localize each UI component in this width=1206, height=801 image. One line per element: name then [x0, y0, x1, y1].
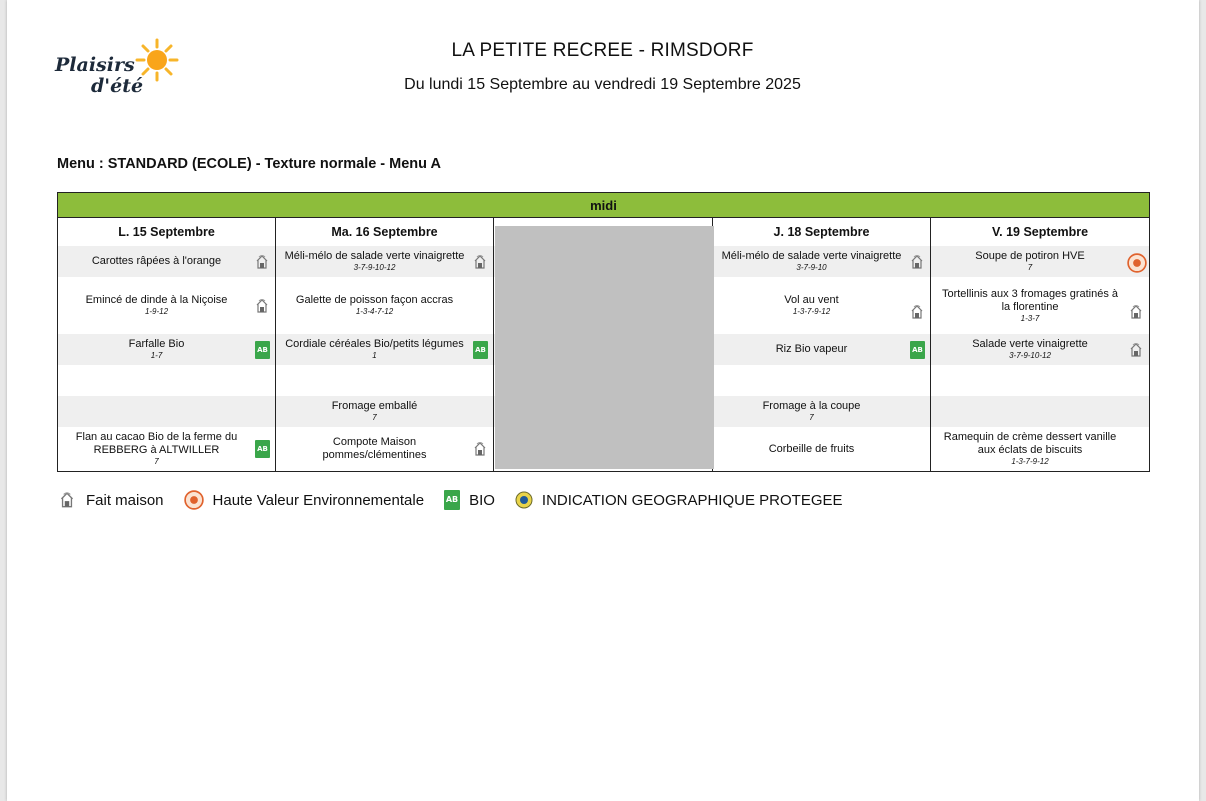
- bio-icon: [444, 490, 460, 510]
- meal-section-header: midi: [58, 193, 1150, 218]
- dish-allergens: 1-3-7-9-12: [792, 307, 831, 316]
- logo-line-2: d'été: [91, 75, 144, 97]
- fait-maison-icon: [908, 303, 926, 321]
- bio-icon: [253, 341, 271, 359]
- dish-cell: [276, 246, 494, 277]
- dish-allergens: 1-7: [150, 351, 163, 360]
- dish-name: Flan au cacao Bio de la ferme du REBBERG à ALTWILLER: [75, 431, 238, 456]
- dish-name: Compote Maison pommes/clémentines: [322, 436, 427, 461]
- dish-cell: [276, 427, 494, 472]
- dish-cell: [931, 246, 1150, 277]
- sun-icon: [135, 38, 179, 82]
- dish-cell: [713, 365, 931, 396]
- fait-maison-icon: [1127, 303, 1145, 321]
- bio-icon: [253, 440, 271, 458]
- dish-allergens: 7: [154, 457, 159, 466]
- dish-cell: [931, 427, 1150, 472]
- dish-name: Méli-mélo de salade verte vinaigrette: [721, 250, 902, 262]
- dish-name: Fromage à la coupe: [762, 400, 861, 412]
- dish-cell: [931, 277, 1150, 334]
- legend-hve-label: Haute Valeur Environnementale: [212, 491, 425, 509]
- dish-cell: [931, 334, 1150, 365]
- dish-cell: [58, 277, 276, 334]
- legend-hve: [184, 490, 425, 510]
- dish-cell: [713, 396, 931, 427]
- dish-cell: [931, 396, 1150, 427]
- dish-allergens: 1-3-7-9-12: [1011, 457, 1049, 466]
- dish-allergens: 1-3-7: [1020, 313, 1040, 323]
- day-header: Ma. 16 Septembre: [276, 218, 494, 247]
- logo-line-1: Plaisirs: [55, 54, 135, 76]
- dish-allergens: 7: [809, 413, 814, 422]
- fait-maison-icon: [253, 297, 271, 315]
- dish-cell: [276, 277, 494, 334]
- dish-allergens: 3-7-9-10-12: [1009, 351, 1051, 360]
- dish-cell: [276, 396, 494, 427]
- dish-cell: [931, 365, 1150, 396]
- dish-name: Galette de poisson façon accras: [295, 294, 454, 306]
- restaurant-title: LA PETITE RECREE - RIMSDORF: [451, 40, 754, 61]
- dish-cell: [58, 246, 276, 277]
- dish-cell: [713, 277, 931, 334]
- dish-cell: [58, 396, 276, 427]
- dish-cell: [58, 365, 276, 396]
- svg-text:AB: AB: [256, 345, 268, 354]
- legend-fait-maison: [57, 490, 164, 510]
- svg-text:AB: AB: [474, 345, 486, 354]
- week-range: Du lundi 15 Septembre au vendredi 19 Septembre 2025: [404, 76, 801, 93]
- dish-allergens: 3-7-9-10: [796, 263, 827, 272]
- hve-icon: [184, 490, 204, 510]
- dish-cell: [58, 334, 276, 365]
- igp-icon: [515, 491, 533, 509]
- legend: [57, 490, 863, 510]
- dish-name: Corbeille de fruits: [768, 442, 855, 455]
- dish-cell: [713, 427, 931, 472]
- dish-allergens: 1-9-12: [144, 307, 169, 316]
- dish-allergens: 1-3-4-7-12: [355, 307, 394, 316]
- dish-name: Tortellinis aux 3 fromages gratinés à la florentine: [941, 287, 1119, 313]
- legend-fait-maison-label: Fait maison: [86, 491, 164, 509]
- bio-icon: [471, 341, 489, 359]
- dish-cell: [276, 365, 494, 396]
- dish-name: Emincé de dinde à la Niçoise: [85, 294, 228, 306]
- dish-name: Salade verte vinaigrette: [972, 338, 1088, 350]
- svg-text:AB: AB: [911, 345, 923, 354]
- dish-name: Riz Bio vapeur: [775, 343, 848, 355]
- dish-allergens: 1: [372, 351, 377, 360]
- fait-maison-icon: [908, 253, 926, 271]
- day-header: V. 19 Septembre: [931, 218, 1150, 247]
- dish-name: Méli-mélo de salade verte vinaigrette: [284, 250, 465, 262]
- dish-name: Carottes râpées à l'orange: [91, 255, 222, 267]
- dish-cell: [58, 427, 276, 472]
- fait-maison-icon: [471, 253, 489, 271]
- svg-text:AB: AB: [445, 495, 459, 504]
- hve-icon: [1127, 253, 1145, 271]
- dish-allergens: 7: [1027, 263, 1033, 272]
- bio-icon: [908, 341, 926, 359]
- dish-name: Farfalle Bio: [128, 338, 185, 350]
- legend-igp-label: INDICATION GEOGRAPHIQUE PROTEGEE: [541, 491, 843, 509]
- legend-bio-label: BIO: [469, 491, 495, 509]
- dish-allergens: 3-7-9-10-12: [353, 263, 396, 272]
- fait-maison-icon: [1127, 341, 1145, 359]
- dish-name: Cordiale céréales Bio/petits légumes: [285, 338, 464, 350]
- dish-cell: [276, 334, 494, 365]
- dish-cell: [713, 246, 931, 277]
- plaisirs-dete-logo: [55, 38, 180, 100]
- svg-text:AB: AB: [256, 445, 268, 453]
- dish-name: Vol au vent: [784, 294, 839, 306]
- dish-cell: [713, 334, 931, 365]
- fait-maison-icon: [253, 253, 271, 271]
- legend-igp: [515, 491, 843, 509]
- dish-name: Fromage emballé: [331, 400, 418, 412]
- menu-label: Menu : STANDARD (ECOLE) - Texture normale - Menu A: [57, 156, 441, 172]
- fait-maison-icon: [57, 490, 77, 510]
- dish-allergens: 7: [372, 413, 377, 422]
- fait-maison-icon: [471, 440, 489, 458]
- day-header: J. 18 Septembre: [713, 218, 931, 247]
- legend-bio: [444, 490, 495, 510]
- dish-name: Soupe de potiron HVE: [975, 250, 1085, 262]
- dish-name: Ramequin de crème dessert vanille aux éclats de biscuits: [943, 431, 1117, 456]
- day-header: L. 15 Septembre: [58, 218, 276, 247]
- redacted-column: [495, 226, 714, 469]
